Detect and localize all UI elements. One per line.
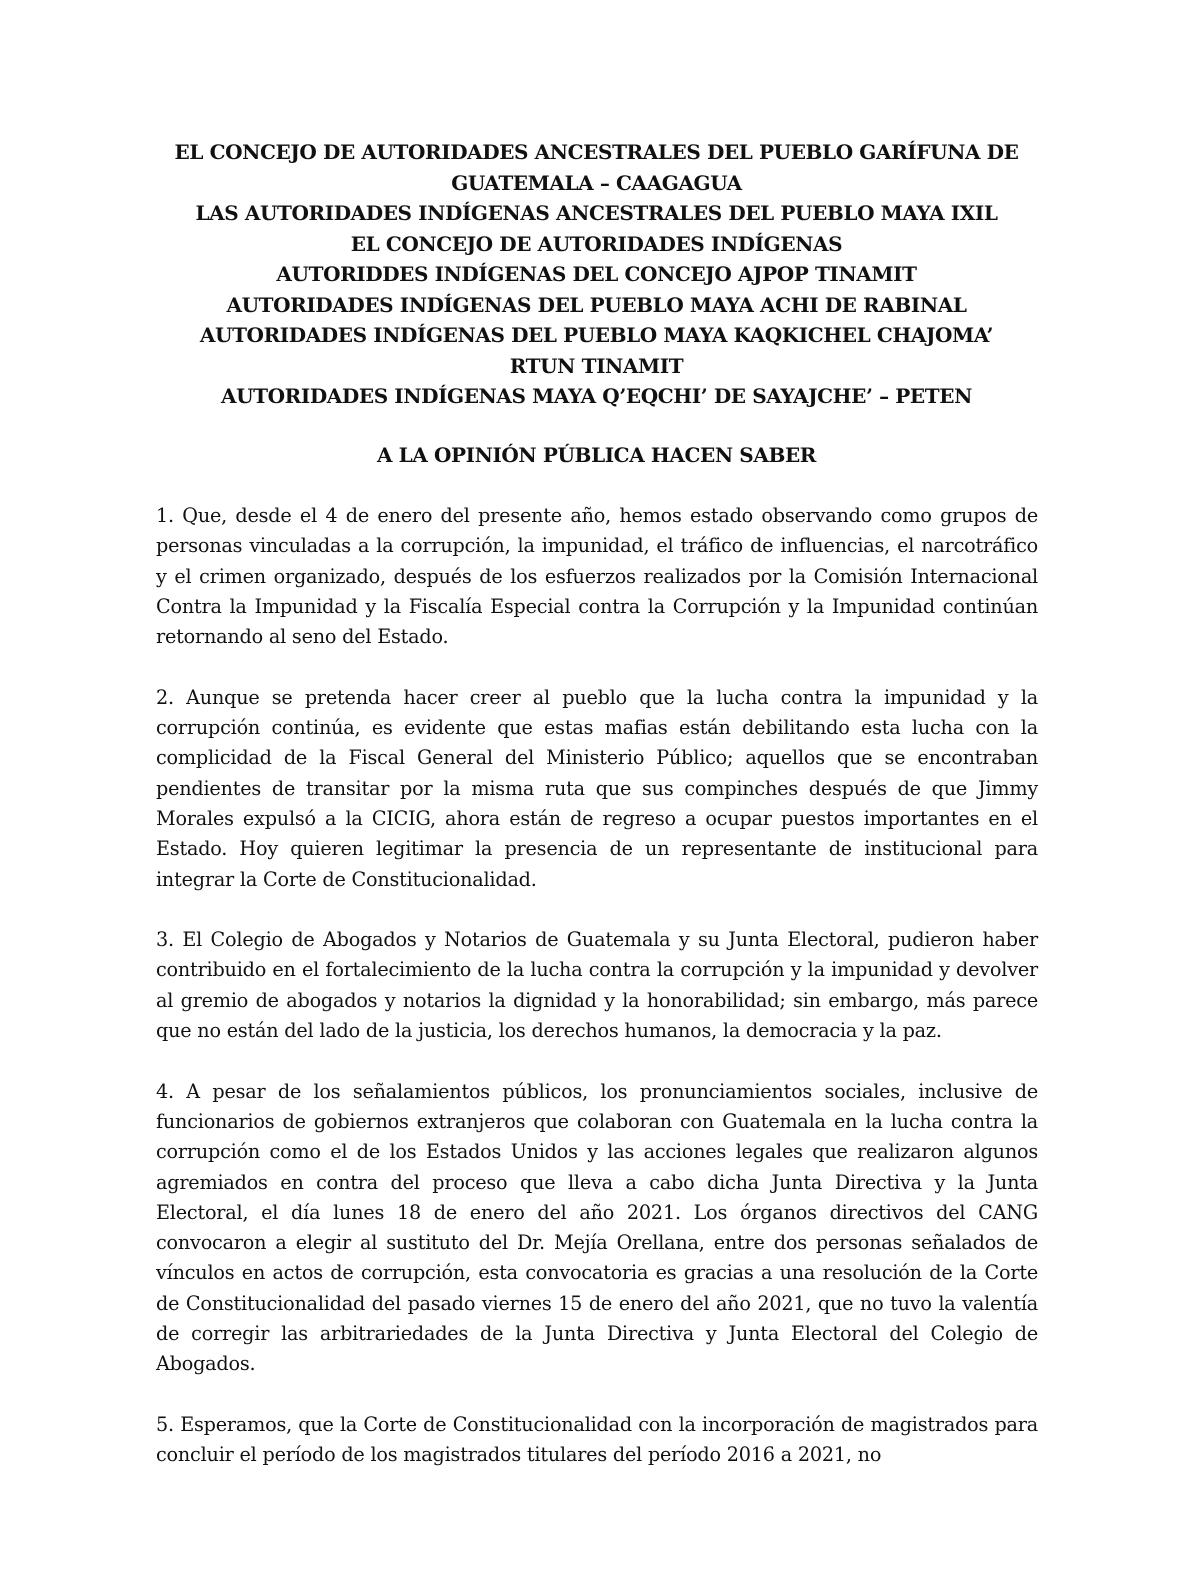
header-line: EL CONCEJO DE AUTORIDADES INDÍGENAS xyxy=(350,231,843,256)
paragraph-3: 3. El Colegio de Abogados y Notarios de Guatemala y su Junta Electoral, pudieron haber contribuido en el fortalecimiento de la lucha contra la corrupción y la impunidad y devolver al gremio de abogados y notarios la dignidad y la honorabilidad; sin embargo, más parece que no están del lado de la justicia, los derechos humanos, la democracia y la paz. xyxy=(156,928,1038,1043)
header-line: LAS AUTORIDADES INDÍGENAS ANCESTRALES DEL PUEBLO MAYA IXIL xyxy=(195,201,998,225)
header-line: GUATEMALA – CAAGAGUA xyxy=(451,170,742,195)
paragraph-2: 2. Aunque se pretenda hacer creer al pueblo que la lucha contra la impunidad y la corrupción continúa, es evidente que estas mafias están debilitando esta lucha con la complicidad de la Fiscal General del Ministerio Público; aquellos que se encontraban pendientes de transitar por la misma ruta que sus compinches después de que Jimmy Morales expulsó a la CICIG, ahora están de regreso a ocupar puestos importantes en el Estado. Hoy quieren legitimar la presencia de un representante de institucional para integrar la Corte de Constitucionalidad. xyxy=(156,685,1038,891)
header-line: AUTORIDADES INDÍGENAS DEL PUEBLO MAYA KAQKICHEL CHAJOMA’ xyxy=(199,323,994,347)
header-line: EL CONCEJO DE AUTORIDADES ANCESTRALES DEL PUEBLO GARÍFUNA DE xyxy=(174,140,1019,164)
header-line: AUTORIDADES INDÍGENAS DEL PUEBLO MAYA ACHI DE RABINAL xyxy=(226,292,967,317)
document-subtitle: A LA OPINIÓN PÚBLICA HACEN SABER xyxy=(376,443,817,467)
header-line: AUTORIDADES INDÍGENAS MAYA Q’EQCHI’ DE SAYAJCHE’ – PETEN xyxy=(221,384,972,408)
document-header xyxy=(150,137,1043,412)
paragraph-4: 4. A pesar de los señalamientos públicos, los pronunciamientos sociales, inclusive de funcionarios de gobiernos extranjeros que colaboran con Guatemala en la lucha contra la corrupción como el de los Estados Unidos y las acciones legales que realizaron algunos agremiados en contra del proceso que lleva a cabo dicha Junta Directiva y la Junta Electoral, el día lunes 18 de enero del año 2021. Los órganos directivos del CANG convocaron a elegir al sustituto del Dr. Mejía Orellana, entre dos personas señalados de vínculos en actos de corrupción, esta convocatoria es gracias a una resolución de la Corte de Constitucionalidad del pasado viernes 15 de enero del año 2021, que no tuvo la valentía de corregir las arbitrariedades de la Junta Directiva y Junta Electoral del Colegio de Abogados. xyxy=(156,1079,1038,1376)
header-line: AUTORIDDES INDÍGENAS DEL CONCEJO AJPOP TINAMIT xyxy=(276,262,917,286)
paragraph-1: 1. Que, desde el 4 de enero del presente año, hemos estado observando como grupos de personas vinculadas a la corrupción, la impunidad, el tráfico de influencias, el narcotráfico y el crimen organizado, después de los esfuerzos realizados por la Comisión Internacional Contra la Impunidad y la Fiscalía Especial contra la Corrupción y la Impunidad continúan retornando al seno del Estado. xyxy=(156,504,1038,649)
header-line: RTUN TINAMIT xyxy=(509,353,684,378)
document-body xyxy=(156,501,1038,1501)
paragraph-5: 5. Esperamos, que la Corte de Constitucionalidad con la incorporación de magistrados para concluir el período de los magistrados titulares del período 2016 a 2021, no xyxy=(156,1412,1038,1467)
